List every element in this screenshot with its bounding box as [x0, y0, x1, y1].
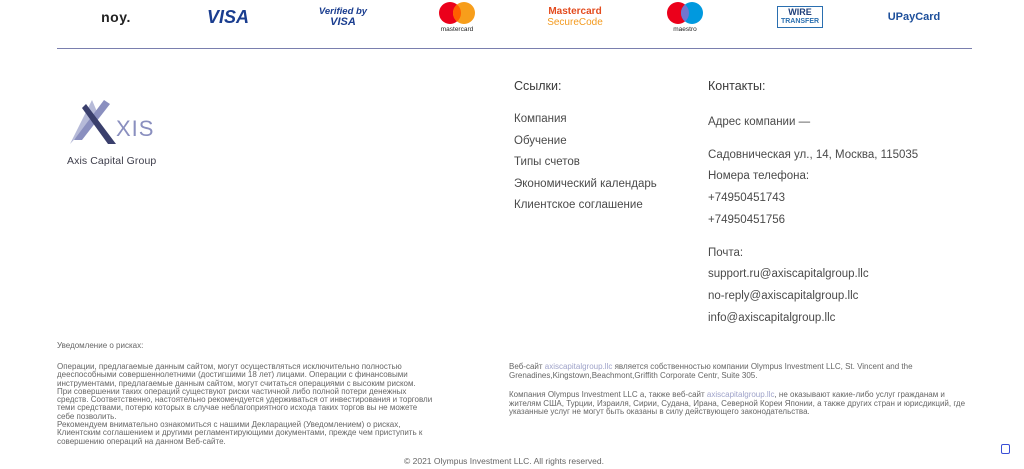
contacts-heading: Контакты:: [708, 79, 766, 93]
legal-restrictions-text: Компания Olympus Investment LLC а, также веб-сайт axiscapitalgroup.llc, не оказывают какие-либо услуг гражданам и жителям США, Турции, Израиля, Сирии, Судана, Ирана, Северной Кореи Японии, а также других стран и юрисдикций, где указанные услуг не могут быть оказаны в силу действующего законодательства.: [509, 390, 966, 416]
risk-notice-heading: Уведомление о рисках:: [57, 341, 144, 350]
address-text: Садовническая ул., 14, Москва, 115035: [708, 149, 919, 161]
link-company[interactable]: Компания: [514, 113, 567, 125]
mastercard-logo: mastercard: [432, 0, 482, 34]
phone-link-2[interactable]: +74950451756: [708, 214, 786, 226]
phone-label: Номера телефона:: [708, 170, 810, 182]
payment-methods-row: [56, 0, 972, 36]
mastercard-securecode-logo: Mastercard SecureCode: [547, 6, 603, 28]
copyright: © 2021 Olympus Investment LLC. All rights reserved.: [404, 456, 604, 466]
verified-by-visa-logo: Verified by VISA: [318, 6, 368, 28]
site-link[interactable]: axiscapitalgroup.llc: [544, 362, 613, 371]
visa-logo: VISA: [206, 6, 249, 27]
link-economic-calendar[interactable]: Экономический календарь: [514, 178, 657, 190]
brand-name: Axis Capital Group: [67, 155, 157, 167]
address-label: Адрес компании —: [708, 116, 811, 128]
email-link-support[interactable]: support.ru@axiscapitalgroup.llc: [708, 268, 869, 280]
axis-logo-icon: [64, 94, 174, 152]
email-link-noreply[interactable]: no-reply@axiscapitalgroup.llc: [708, 290, 859, 302]
phone-link-1[interactable]: +74950451743: [708, 192, 786, 204]
site-link-2[interactable]: axiscapitalgroup.llc: [706, 390, 775, 399]
link-education[interactable]: Обучение: [514, 135, 567, 147]
chat-widget-icon[interactable]: [1001, 444, 1010, 454]
wire-transfer-logo: [774, 0, 826, 34]
mastercard-circles-icon: [434, 1, 480, 25]
wire-transfer-badge: WIRE TRANSFER: [777, 6, 823, 28]
email-label: Почта:: [708, 247, 744, 259]
maestro-logo: maestro: [660, 0, 710, 34]
noy-logo: noy.: [101, 9, 131, 25]
maestro-circles-icon: [662, 1, 708, 25]
links-heading: Ссылки:: [514, 79, 562, 93]
link-client-agreement[interactable]: Клиентское соглашение: [514, 199, 643, 211]
footer-divider: [57, 48, 972, 49]
risk-notice-text: Операции, предлагаемые данным сайтом, могут осуществляться исключительно полностью дееспособными совершеннолетними (достигшими 18 лет) лицами. Операции с финансовыми инструментами, предлагаемые данным сайтом, могут считаться операциями с высоким риском. При совершении таких операций существуют риски частичной либо полной потери денежных средств. Соответственно, настоятельно рекомендуется удерживаться от инвестирования и торговли теми средствами, потерю которых в случае неблагоприятного исхода таких торгов вы не можете себе позволить. Рекомендуем внимательно ознакомиться с нашими Декларацией (Уведомлением) о рисках, Клиентским соглашением и другими регламентирующими документами, прежде чем приступить к совершению операций на данном Веб-сайте.: [57, 362, 433, 446]
link-account-types[interactable]: Типы счетов: [514, 156, 580, 168]
upaycard-logo: UPayCard: [887, 11, 941, 23]
email-link-info[interactable]: info@axiscapitalgroup.llc: [708, 312, 836, 324]
svg-text:XIS: XIS: [116, 116, 155, 141]
legal-ownership-text: Веб-сайт axiscapitalgroup.llc является собственностью компании Olympus Investment LLC, St. Vincent and the Grenadines,Kingstown,Beachmont,Griffith Corporate Centr, Suite 305.: [509, 362, 913, 380]
